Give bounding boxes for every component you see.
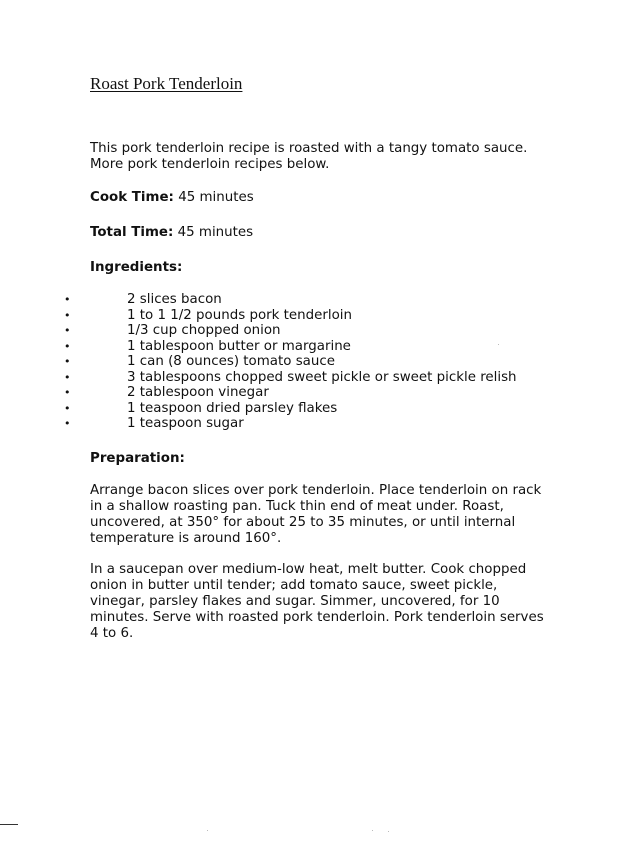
ingredient-text: 1 tablespoon butter or margarine [127, 338, 351, 354]
page-edge-mark [0, 824, 18, 825]
list-item [0, 416, 600, 432]
bullet-icon: • [64, 355, 71, 368]
bullet-icon: • [64, 386, 71, 399]
scan-speck [372, 830, 373, 831]
ingredients-list [0, 292, 600, 432]
bullet-icon: • [64, 293, 71, 306]
ingredient-text: 2 slices bacon [127, 292, 222, 307]
bullet-icon: • [64, 308, 71, 322]
ingredients-heading: Ingredients: [90, 260, 183, 275]
total-time-value: 45 minutes [177, 225, 254, 240]
list-item [0, 354, 600, 370]
bullet-icon: • [64, 370, 71, 384]
bullet-icon: • [64, 417, 71, 430]
list-item [0, 370, 600, 386]
list-item [0, 323, 600, 339]
ingredient-text: 1 teaspoon sugar [127, 416, 244, 431]
recipe-intro: This pork tenderloin recipe is roasted with a tangy tomato sauce. More pork tenderloin recipes below. [90, 141, 528, 172]
scan-speck [388, 831, 389, 832]
ingredient-text: 3 tablespoons chopped sweet pickle or sweet pickle relish [127, 369, 517, 385]
cook-time [90, 190, 254, 206]
ingredient-text: 1/3 cup chopped onion [127, 323, 281, 338]
list-item [0, 292, 600, 308]
preparation-paragraph-2: In a saucepan over medium-low heat, melt butter. Cook chopped onion in butter until tender; add tomato sauce, sweet pickle, vinegar, parsley flakes and sugar. Simmer, uncovered, for 10 minutes. Serve with roasted pork tenderloin. Pork tenderloin serves 4 to 6. [90, 562, 544, 641]
cook-time-label: Cook Time: [90, 190, 174, 205]
list-item [0, 308, 600, 324]
total-time [90, 225, 253, 241]
ingredient-text: 1 teaspoon dried parsley flakes [127, 400, 338, 416]
list-item [0, 385, 600, 401]
ingredient-text: 2 tablespoon vinegar [127, 385, 269, 400]
bullet-icon: • [64, 339, 71, 353]
scan-speck [207, 830, 208, 831]
list-item [0, 339, 600, 355]
ingredient-text: 1 to 1 1/2 pounds pork tenderloin [127, 307, 353, 323]
scan-speck [498, 344, 499, 345]
total-time-label: Total Time: [90, 225, 174, 240]
preparation-heading: Preparation: [90, 451, 185, 466]
recipe-title: Roast Pork Tenderloin [90, 74, 243, 93]
cook-time-value: 45 minutes [178, 190, 254, 205]
bullet-icon: • [64, 401, 71, 415]
ingredient-text: 1 can (8 ounces) tomato sauce [127, 354, 335, 369]
bullet-icon: • [64, 324, 71, 337]
list-item [0, 401, 600, 417]
preparation-paragraph-1: Arrange bacon slices over pork tenderloin. Place tenderloin on rack in a shallow roasting pan. Tuck thin end of meat under. Roast, uncovered, at 350° for about 25 to 35 minutes, or until internal temperature is around 160°. [90, 483, 542, 546]
